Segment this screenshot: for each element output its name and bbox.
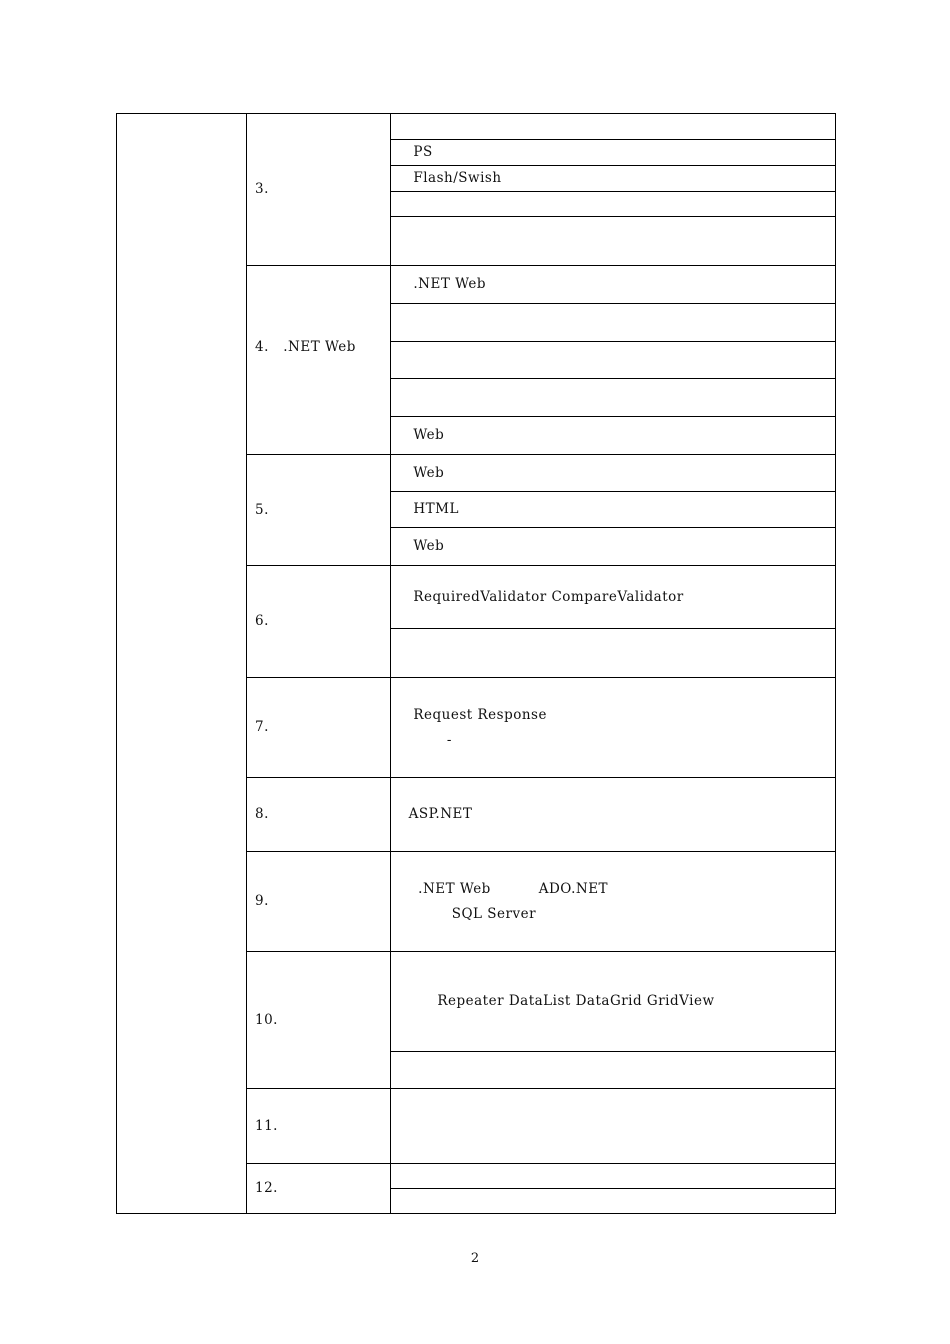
module-name-cell <box>247 114 391 266</box>
table-row <box>117 114 836 140</box>
content-cell <box>391 455 836 492</box>
content-line: Repeater DataList DataGrid GridView <box>399 993 720 1009</box>
content-cell <box>391 114 836 140</box>
content-line: HTML <box>399 501 464 517</box>
content-cell <box>391 192 836 217</box>
content-cell <box>391 379 836 417</box>
section-label-cell <box>117 114 247 1214</box>
content-cell <box>391 678 836 778</box>
content-cell <box>391 1189 836 1214</box>
module-name-line: 6. <box>255 613 269 629</box>
content-line: PS <box>399 144 438 160</box>
module-name-line: 9. <box>255 893 269 909</box>
curriculum-table <box>116 113 836 1214</box>
content-cell <box>391 166 836 192</box>
content-line: ASP.NET <box>399 806 559 822</box>
module-name-line <box>255 360 390 385</box>
content-cell <box>391 342 836 379</box>
module-name-line: 10. <box>255 1011 278 1028</box>
content-cell <box>391 266 836 304</box>
content-cell <box>391 217 836 266</box>
content-cell <box>391 778 836 852</box>
module-name-line: 12. <box>255 1180 278 1196</box>
module-name-line: 4. .NET Web <box>255 339 356 355</box>
content-cell <box>391 417 836 455</box>
content-line: Web <box>399 464 450 481</box>
module-name-cell <box>247 566 391 678</box>
content-line: .NET Web ADO.NET <box>399 880 613 897</box>
content-line: Request Response <box>399 706 629 723</box>
module-name-line: 8. <box>255 806 269 822</box>
module-name-cell <box>247 266 391 455</box>
content-cell <box>391 1164 836 1189</box>
content-cell <box>391 304 836 342</box>
content-cell <box>391 528 836 566</box>
content-cell <box>391 492 836 528</box>
module-name-cell <box>247 1089 391 1164</box>
content-cell <box>391 1089 836 1164</box>
module-name-cell <box>247 1164 391 1214</box>
module-name-line: 3. <box>255 181 269 197</box>
content-cell <box>391 629 836 678</box>
module-name-line: 5. <box>255 501 274 518</box>
content-line: SQL Server <box>399 905 541 922</box>
content-line: - <box>399 731 452 748</box>
page-number: 2 <box>470 1251 480 1266</box>
module-name-line: 7. <box>255 719 269 735</box>
content-line: .NET Web <box>399 276 491 292</box>
module-name-cell <box>247 678 391 778</box>
content-line: RequiredValidator CompareValidator <box>399 588 684 605</box>
content-line: Web <box>399 427 450 443</box>
content-cell <box>391 952 836 1052</box>
module-name-cell <box>247 778 391 852</box>
module-name-cell <box>247 455 391 566</box>
content-cell <box>391 852 836 952</box>
content-cell <box>391 1052 836 1089</box>
content-cell <box>391 566 836 629</box>
module-name-cell <box>247 952 391 1089</box>
module-name-cell <box>247 852 391 952</box>
content-line: Flash/Swish <box>399 170 507 186</box>
module-name-line: 11. <box>255 1117 278 1134</box>
content-cell <box>391 140 836 166</box>
content-line: Web <box>399 538 450 554</box>
